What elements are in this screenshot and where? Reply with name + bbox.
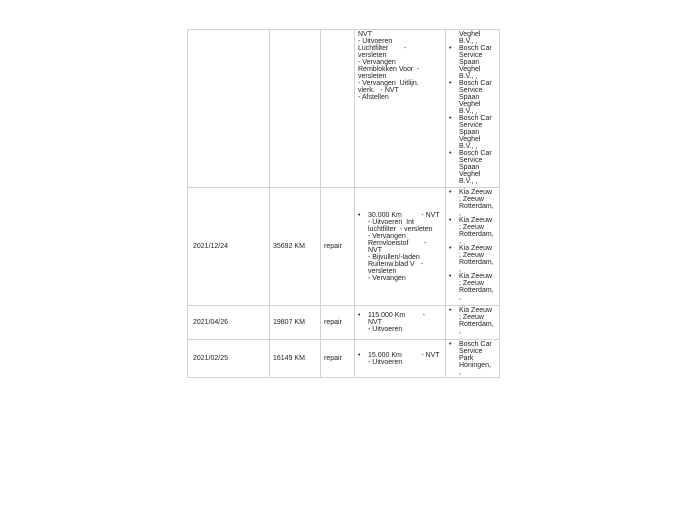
date-cell: 2021/02/25: [188, 340, 270, 378]
maintenance-history-table: [187, 29, 500, 378]
type-cell: repair: [321, 306, 355, 340]
actions-cell: [355, 306, 446, 340]
actions-cell: [355, 340, 446, 378]
table-row: [188, 306, 500, 340]
actions-cell: [355, 188, 446, 306]
dealer-item: • Bosch Car Service Spaan Veghel B.V., ,: [449, 115, 497, 150]
type-cell: repair: [321, 188, 355, 306]
action-item: • 115.000 Km - NVT - Uitvoeren: [358, 312, 441, 333]
actions-text: NVT - Uitvoeren Luchtfilter - versleten - Vervangen Remblokken Voor - versleten - Vervangen Uitlijn. vierk. - NVT - Afstellen: [358, 31, 420, 101]
date-cell: 2021/04/26: [188, 306, 270, 340]
dealer-item: • Kia Zeeuw ; Zeeuw Rotterdam, ,: [449, 307, 497, 335]
mileage-cell: 16149 KM: [270, 340, 321, 378]
table-row: [188, 188, 500, 306]
date-cell: [188, 30, 270, 188]
dealer-cell: [446, 188, 500, 306]
dealer-cell: [446, 306, 500, 340]
type-cell: [321, 30, 355, 188]
date-cell: 2021/12/24: [188, 188, 270, 306]
action-item: • 30.000 Km - NVT - Uitvoeren Int luchtfilter - versleten - Vervangen Remvloeistof - NVT - Bijvullen/-laden Ruitenw.blad V - versleten - Vervangen: [358, 212, 441, 282]
action-item: • 15.000 Km - NVT - Uitvoeren: [358, 352, 441, 366]
table-row: [188, 340, 500, 378]
dealer-item: • Bosch Car Service Spaan Veghel B.V., ,: [449, 45, 497, 80]
dealer-item: Veghel B.V., ,: [459, 31, 481, 45]
actions-cell: [355, 30, 446, 188]
dealer-item: • Kia Zeeuw ; Zeeuw Rotterdam, ,: [449, 245, 497, 273]
dealer-item: • Bosch Car Service Spaan Veghel B.V., ,: [449, 150, 497, 185]
dealer-item: • Bosch Car Service Spaan Veghel B.V., ,: [449, 80, 497, 115]
dealer-item: • Kia Zeeuw ; Zeeuw Rotterdam, ,: [449, 273, 497, 301]
mileage-cell: [270, 30, 321, 188]
dealer-item: • Kia Zeeuw ; Zeeuw Rotterdam, ,: [449, 217, 497, 245]
table-row: [188, 30, 500, 188]
dealer-item: • Bosch Car Service Park Honingen, ,: [449, 341, 497, 376]
type-cell: repair: [321, 340, 355, 378]
dealer-item: • Kia Zeeuw ; Zeeuw Rotterdam, ,: [449, 189, 497, 217]
mileage-cell: 19807 KM: [270, 306, 321, 340]
dealer-cell: [446, 30, 500, 188]
mileage-cell: 35692 KM: [270, 188, 321, 306]
dealer-cell: [446, 340, 500, 378]
